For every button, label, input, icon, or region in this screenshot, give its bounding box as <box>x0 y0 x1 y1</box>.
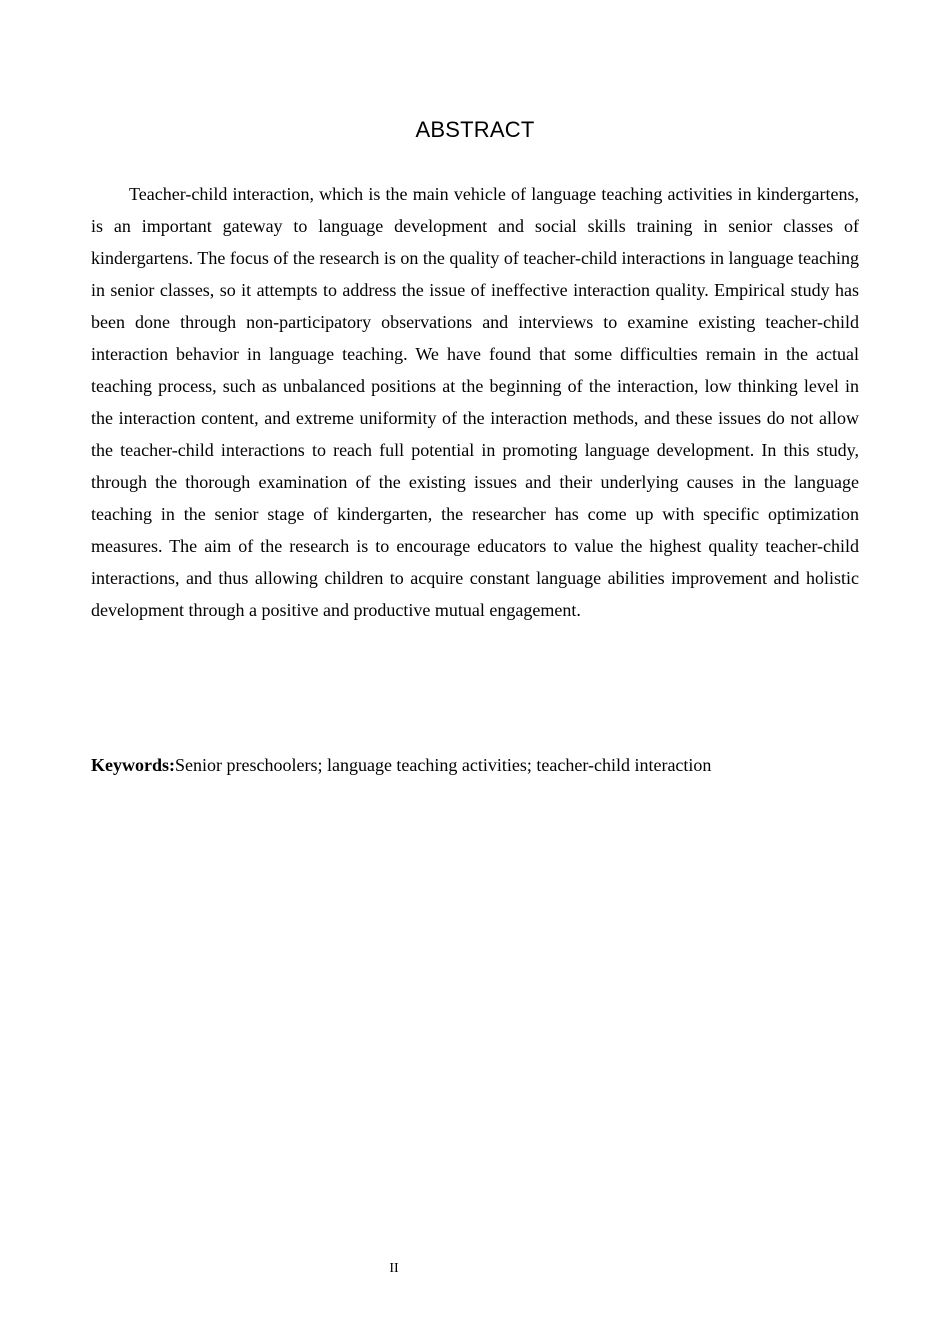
keywords-label: Keywords: <box>91 755 175 775</box>
page-number: II <box>389 1261 399 1276</box>
keywords-value: Senior preschoolers; language teaching activities; teacher-child interaction <box>175 755 712 775</box>
abstract-paragraph: Teacher-child interaction, which is the main vehicle of language teaching activities in kindergartens, is an important gateway to language development and social skills training in senior classes of kindergartens. The focus of the research is on the quality of teacher-child interactions in language teaching in senior classes, so it attempts to address the issue of ineffective interaction quality. Empirical study has been done through non-participatory observations and interviews to examine existing teacher-child interaction behavior in language teaching. We have found that some difficulties remain in the actual teaching process, such as unbalanced positions at the beginning of the interaction, low thinking level in the interaction content, and extreme uniformity of the interaction methods, and these issues do not allow the teacher-child interactions to reach full potential in promoting language development. In this study, through the thorough examination of the existing issues and their underlying causes in the language teaching in the senior stage of kindergarten, the researcher has come up with specific optimization measures. The aim of the research is to encourage educators to value the highest quality teacher-child interactions, and thus allowing children to acquire constant language abilities improvement and holistic development through a positive and productive mutual engagement. <box>91 184 859 620</box>
keywords-line <box>91 750 859 780</box>
page-title: ABSTRACT <box>415 117 535 142</box>
